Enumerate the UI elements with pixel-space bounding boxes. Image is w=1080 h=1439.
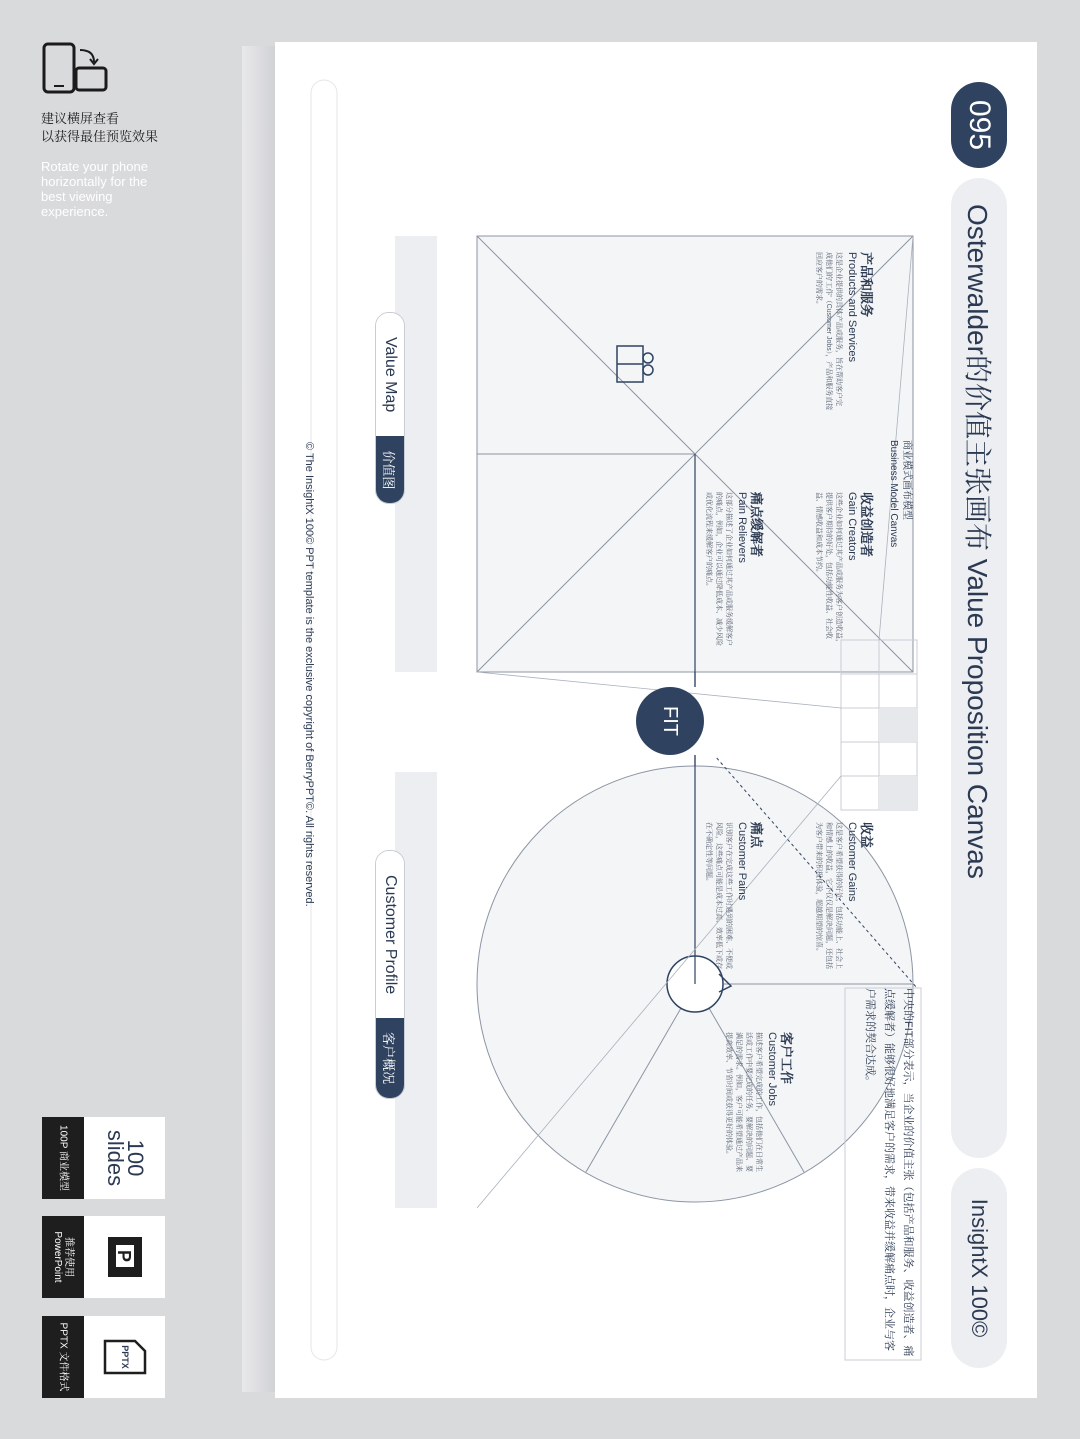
copyright-footer: © The InsightX 100© PPT template is the exclusive copyright of BerryPPT©. All rights reserved. (303, 442, 315, 907)
value-map-tab (375, 312, 405, 504)
customer-pains-title: 痛点 (749, 822, 764, 849)
brand-label: InsightX 100© (951, 1168, 1007, 1368)
customer-jobs-title: 客户工作 (779, 1032, 794, 1085)
customer-pains-body: 识别客户在完成这些工作时遇到的困难、不便或风险，这些痛点可能是成本过高、效率低下或存在不确定性等问题。 (705, 822, 732, 969)
gift-icon (608, 342, 657, 386)
fit-description: 中央的FIT部分表示，当企业的价值主张（包括产品和服务、收益创造者、痛点缓解者）能够很好地满足客户的需求，带来收益并缓解痛点时，企业与客户需求的契合达成。 (864, 988, 914, 1357)
customer-jobs-body: 描述客户希望完成的工作，包括他们在日常生活或工作中要完成的任务、要解决的问题、要满足的需求。例如，客户可能希望通过产品来提高效率、节省时间或获得更好的体验。 (725, 1032, 762, 1172)
customer-jobs-block (723, 1032, 797, 1172)
customer-gains-title: 收益 (859, 822, 874, 849)
customer-profile-tab-en: Customer Profile (376, 851, 404, 1018)
pain-relievers-body: 这部分描述了企业如何通过其产品或服务缓解客户的痛点，例如，企业可以通过降低成本、减少风险或优化流程来缓解客户的痛点。 (705, 492, 732, 646)
pain-relievers-subtitle: Pain Relievers (736, 492, 748, 563)
badge-pptx-label: PPTX 文件格式 (57, 1322, 69, 1392)
products-title: 产品和服务 (859, 252, 874, 318)
rotate-hint-en: Rotate your phone horizontally for the best viewing experience. (41, 159, 148, 219)
customer-gains-body: 这是客户希望获得的好处，包括功能上、社会上和情感上的收益，它不仅仅是解决问题，还包括为客户带来的积极体验，超越期望的惊喜。 (815, 822, 842, 969)
customer-pains-subtitle: Customer Pains (736, 822, 748, 901)
bmc-label-en: Business Model Canvas (888, 440, 899, 548)
slide (275, 42, 1037, 1398)
customer-gains-subtitle: Customer Gains (846, 822, 858, 902)
customer-pains-block (703, 822, 767, 972)
customer-gains-block (813, 822, 877, 972)
slide-shadow (242, 46, 276, 1392)
badge-pptx (42, 1316, 165, 1398)
badge-powerpoint (42, 1216, 165, 1298)
pain-relievers-title: 痛点缓解者 (749, 492, 764, 558)
powerpoint-icon (102, 1233, 148, 1281)
gain-creators-body: 这些企业如何通过其产品或服务为客户创造收益，提供客户期待的好处，包括功能性收益、社会收益、情感收益和成本节约。 (815, 492, 842, 646)
pain-relievers-block (703, 492, 767, 652)
hint-cn-line1: 建议横屏查看 (41, 111, 120, 126)
pptx-file-label: PPTX (119, 1345, 130, 1369)
value-map-tab-en: Value Map (376, 313, 404, 436)
products-subtitle: Products and Services (846, 252, 858, 363)
badge-slides-label: 100P 商业模型 (57, 1125, 69, 1191)
gain-creators-subtitle: Gain Creators (846, 492, 858, 561)
products-body: 这是企业提供的具体产品或服务，旨在帮助客户完成他们的'工作'（Customer Jobs），产品和服务直接回应客户的需求。 (815, 252, 842, 411)
badge-slides (42, 1117, 165, 1199)
rotate-phone-icon (42, 42, 108, 94)
customer-profile-tab (375, 850, 405, 1099)
slide-card (275, 42, 1037, 1398)
value-map-tab-cn: 价值图 (376, 436, 404, 503)
svg-text:P: P (113, 1249, 134, 1263)
hint-cn-line2: 以获得最佳预览效果 (41, 129, 159, 144)
gain-creators-title: 收益创造者 (859, 492, 874, 558)
bmc-label-cn: 商业模式画布模型 (901, 440, 912, 520)
bmc-label (887, 440, 913, 547)
badge-slides-count: 100 slides (102, 1129, 148, 1187)
fit-circle: FIT (636, 687, 704, 755)
customer-jobs-subtitle: Customer Jobs (766, 1032, 778, 1106)
rotate-hint-cn (41, 110, 158, 146)
products-block (813, 252, 877, 412)
gain-creators-block (813, 492, 877, 652)
slide-number: 095 (951, 82, 1007, 168)
slide-title: Osterwalder的价值主张画布 Value Proposition Canvas (951, 178, 1007, 1158)
badge-powerpoint-label: 推荐使用 PowerPoint (52, 1231, 74, 1283)
customer-profile-tab-cn: 客户概况 (376, 1018, 404, 1098)
